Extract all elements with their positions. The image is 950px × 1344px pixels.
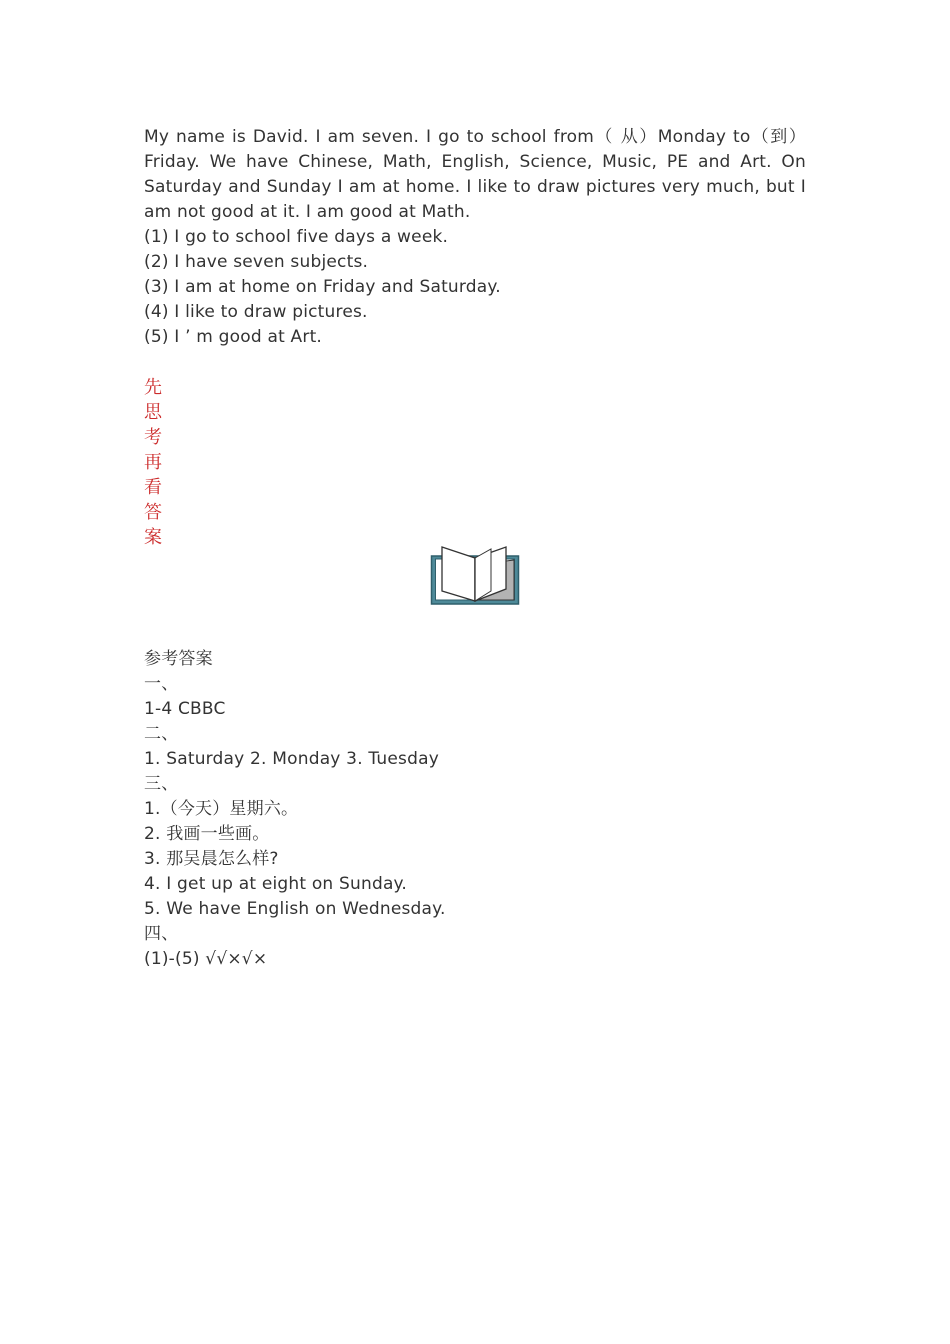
statement-item: (4) I like to draw pictures. [144,302,368,322]
section-label: 四、 [144,924,179,944]
answer-line: 4. I get up at eight on Sunday. [144,874,408,894]
answer-line: 3. 那吴晨怎么样? [144,849,279,869]
statement-item: (2) I have seven subjects. [144,252,369,272]
statement-item: (3) I am at home on Friday and Saturday. [144,277,501,297]
answer-line: 1.（今天）星期六。 [144,799,299,819]
hint-char: 再 [144,452,162,473]
open-book-icon [430,545,520,607]
statement-item: (1) I go to school five days a week. [144,227,449,247]
answer-line: 2. 我画一些画。 [144,824,270,844]
statement-list [144,225,806,350]
answer-key-title: 参考答案 [144,649,213,669]
answer-line: (1)-(5) √√×√× [144,949,268,969]
hint-char: 案 [144,527,162,548]
answer-line: 1-4 CBBC [144,699,226,719]
hint-char: 考 [144,427,162,448]
hint-char: 答 [144,502,162,523]
reading-passage: My name is David. I am seven. I go to school from（ 从）Monday to（到）Friday. We have Chinese, Math, English, Science, Music, PE and Art. On Saturday and Sunday I am at home. I like to draw pictures very much, but I am not good at it. I am good at Math. [144,127,806,222]
answer-line: 1. Saturday 2. Monday 3. Tuesday [144,749,439,769]
answer-line: 5. We have English on Wednesday. [144,899,446,919]
hint-char: 看 [144,477,162,498]
section-label: 三、 [144,774,179,794]
hint-char: 思 [144,402,162,423]
answer-key [144,647,806,972]
worksheet-page [144,125,806,969]
statement-item: (5) I ’ m good at Art. [144,327,323,347]
think-first-hint [144,375,166,550]
hint-char: 先 [144,377,162,398]
section-label: 二、 [144,724,179,744]
section-label: 一、 [144,674,179,694]
